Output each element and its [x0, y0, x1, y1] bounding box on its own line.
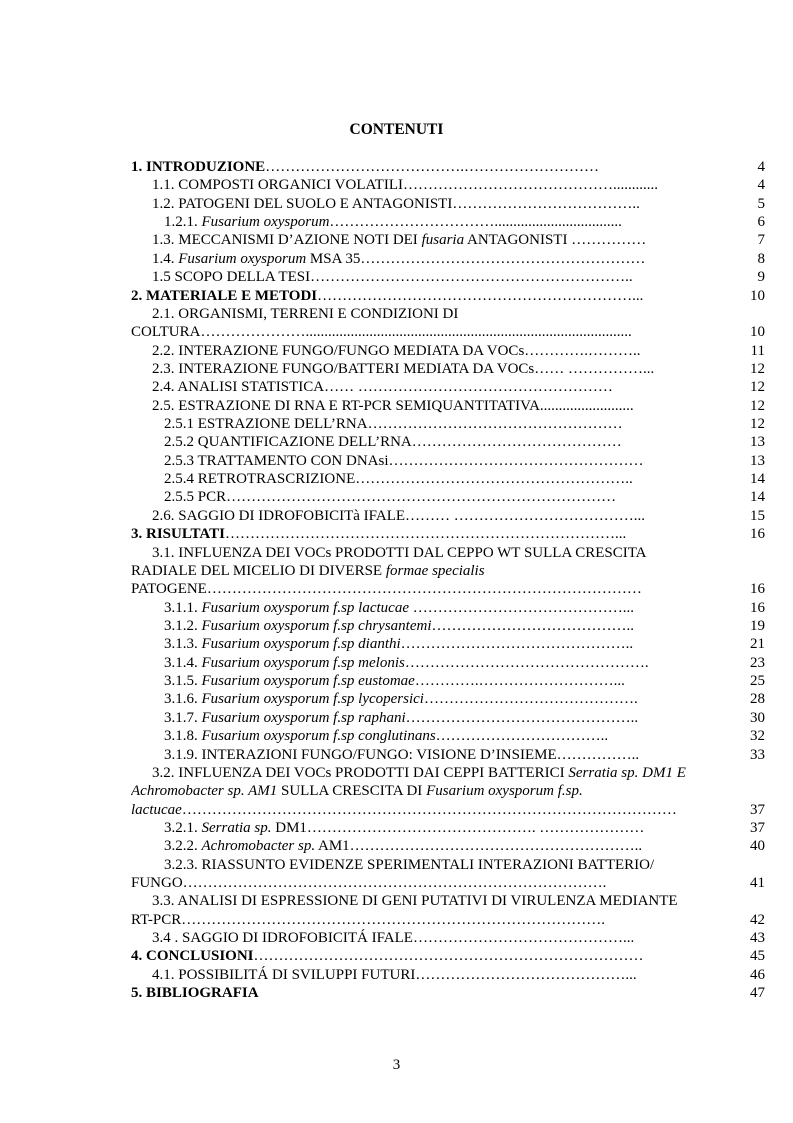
toc-entry-title	[164, 727, 764, 745]
text-run: AM1…………………………………………………..	[315, 838, 643, 855]
text-run: 2. MATERIALE E METODI	[131, 287, 318, 304]
toc-entry-page: 37	[750, 819, 765, 836]
toc-entry-title	[131, 874, 731, 892]
toc-entry	[131, 819, 765, 837]
text-run: 3.1.6.	[164, 691, 202, 708]
toc-entry-page: 16	[750, 581, 765, 598]
toc-entry-title	[152, 231, 752, 249]
toc-entry	[131, 433, 765, 451]
toc-entry-page: 45	[750, 948, 765, 965]
text-run: 3.3. ANALISI DI ESPRESSIONE DI GENI PUTATIVI DI VIRULENZA MEDIANTE	[152, 893, 678, 910]
text-run: 3.2.3. RIASSUNTO EVIDENZE SPERIMENTALI INTERAZIONI BATTERIO/	[164, 856, 655, 873]
text-run: ………………………………………..	[405, 709, 639, 726]
text-run: 3.1.5.	[164, 673, 202, 690]
text-run: 1. INTRODUZIONE	[131, 159, 266, 175]
italic-run: Fusarium oxysporum f.sp melonis	[201, 654, 405, 671]
toc-entry	[131, 837, 765, 855]
toc-entry-title	[164, 819, 764, 837]
text-run: 5. BIBLIOGRAFIA	[131, 985, 259, 1002]
italic-run: Serratia sp. DM1 E	[568, 764, 686, 781]
text-run: ………………………………………………………………………………………	[181, 801, 677, 818]
text-run: ………………………………….………………………	[265, 159, 599, 175]
text-run: 1.1. COMPOSTI ORGANICI VOLATILI……………………………………............	[152, 177, 658, 194]
text-run: 3.4 . SAGGIO DI IDROFOBICITÁ IFALE……………………………………...	[152, 930, 635, 947]
text-run: MSA 35…………………………………………………	[306, 250, 646, 267]
toc-entry-page: 25	[750, 673, 765, 690]
toc-entry	[131, 323, 765, 341]
text-run: ………………………………………….	[404, 654, 649, 671]
italic-run: Achromobacter sp. AM1	[131, 783, 278, 800]
toc-entry-page: 14	[750, 471, 765, 488]
toc-entry-title	[164, 837, 764, 855]
toc-entry	[131, 287, 765, 305]
toc-entry-title	[152, 378, 752, 396]
text-run: …………………………………….	[423, 691, 638, 708]
page-title: CONTENUTI	[349, 121, 444, 138]
text-run: 4. CONCLUSIONI	[131, 948, 254, 965]
italic-run: Fusarium oxysporum f.sp raphani	[201, 709, 406, 726]
toc-entry-page: 14	[750, 489, 765, 506]
text-run: 2.5. ESTRAZIONE DI RNA E RT-PCR SEMIQUANTITATIVA.........................	[152, 397, 634, 414]
toc-entry-title	[131, 525, 731, 543]
toc-entry	[131, 727, 765, 745]
toc-entry	[131, 892, 765, 910]
toc-entry	[131, 488, 765, 506]
toc-entry-page: 13	[750, 452, 765, 469]
toc-entry-title	[164, 746, 764, 764]
toc-entry	[131, 966, 765, 984]
toc-entry	[131, 360, 765, 378]
text-run: 2.5.2 QUANTIFICAZIONE DELL’RNA……………………………………	[164, 434, 622, 451]
text-run: PATOGENE……………………………………………………………………………	[131, 581, 642, 598]
toc-entry	[131, 929, 765, 947]
toc-entry	[131, 470, 765, 488]
toc-entry-title	[152, 195, 752, 213]
toc-entry	[131, 378, 765, 396]
text-run: 3.2.2.	[164, 838, 202, 855]
toc-entry-page: 4	[757, 177, 765, 194]
text-run: ……………………………………………………………………...	[224, 526, 627, 543]
toc-entry	[131, 213, 765, 231]
toc-entry-page: 16	[750, 599, 765, 616]
toc-entry	[131, 635, 765, 653]
toc-entry-title	[131, 911, 731, 929]
text-run: 2.5.4 RETROTRASCRIZIONE………………………………………………..	[164, 471, 633, 488]
text-run: 3.1.8.	[164, 728, 202, 745]
toc-entry-title	[152, 966, 752, 984]
text-run: 3.1.3.	[164, 636, 202, 653]
toc-entry-page: 6	[757, 214, 765, 231]
toc-entry-title	[131, 562, 731, 580]
toc-entry-title	[131, 984, 731, 1002]
toc-entry	[131, 801, 765, 819]
toc-entry	[131, 911, 765, 929]
toc-entry-page: 23	[750, 654, 765, 671]
toc-entry-title	[164, 635, 764, 653]
toc-entry-page: 37	[750, 801, 765, 818]
toc-entry-page: 43	[750, 930, 765, 947]
text-run: 3.2.1.	[164, 819, 202, 836]
italic-run: Fusarium oxysporum f.sp.	[426, 783, 583, 800]
toc-entry-page: 5	[757, 195, 765, 212]
toc-entry-title	[152, 544, 752, 562]
toc-entry	[131, 305, 765, 323]
text-run: 4.1. POSSIBILITÁ DI SVILUPPI FUTURI……………………………………...	[152, 966, 637, 983]
toc-entry-title	[164, 470, 764, 488]
text-run: 1.5 SCOPO DELLA TESI………………………………………………………..	[152, 269, 633, 286]
toc-entry-title	[152, 360, 752, 378]
text-run: 2.2. INTERAZIONE FUNGO/FUNGO MEDIATA DA VOCs………….………..	[152, 342, 641, 359]
text-run: SULLA CRESCITA DI	[277, 783, 427, 800]
toc-entry-page: 8	[757, 250, 765, 267]
toc-entry	[131, 746, 765, 764]
toc-entry-title	[164, 654, 764, 672]
toc-entry-page: 33	[750, 746, 765, 763]
text-run: ………………………………………..	[400, 636, 634, 653]
toc-entry-title	[131, 287, 731, 305]
italic-run: Fusarium oxysporum f.sp lycopersici	[201, 691, 424, 708]
text-run: 3.1.4.	[164, 654, 202, 671]
text-run: FUNGO………………………………………………………………………….	[131, 875, 607, 892]
toc-entry-title	[152, 892, 752, 910]
toc-entry-page: 40	[750, 838, 765, 855]
toc-entry	[131, 617, 765, 635]
text-run: 2.1. ORGANISMI, TERRENI E CONDIZIONI DI	[152, 305, 459, 322]
toc-entry	[131, 525, 765, 543]
text-run: 1.2. PATOGENI DEL SUOLO E ANTAGONISTI………………………………..	[152, 195, 640, 212]
toc-entry-title	[164, 433, 764, 451]
text-run: 2.4. ANALISI STATISTICA…… ……………………………………………	[152, 379, 613, 396]
italic-run: fusaria	[421, 232, 465, 249]
toc-entry-page: 47	[750, 985, 765, 1002]
text-run: DM1………………………………………. …………………	[271, 819, 645, 836]
page-number: 3	[392, 1057, 401, 1073]
toc-entry-title	[152, 507, 752, 525]
italic-run: Serratia sp.	[201, 819, 272, 836]
toc-entry	[131, 654, 765, 672]
toc-entry-page: 30	[750, 709, 765, 726]
toc-entry-title	[131, 947, 731, 965]
toc-entry	[131, 672, 765, 690]
toc-entry-title	[152, 305, 752, 323]
text-run: 3.1.7.	[164, 709, 202, 726]
text-run: ANTAGONISTI ……………	[464, 232, 647, 249]
toc-entry-page: 12	[750, 379, 765, 396]
italic-run: Fusarium oxysporum f.sp dianthi	[201, 636, 401, 653]
toc-entry	[131, 250, 765, 268]
text-run: ………….………………………...	[414, 673, 625, 690]
italic-run: Fusarium oxysporum f.sp eustomae	[201, 673, 415, 690]
toc-entry-page: 12	[750, 397, 765, 414]
toc-entry-title	[164, 709, 764, 727]
text-run: 1.3. MECCANISMI D’AZIONE NOTI DEI	[152, 232, 422, 249]
toc-entry-title	[164, 599, 764, 617]
toc-entry-page: 41	[750, 875, 765, 892]
text-run: 3.1.1.	[164, 599, 202, 616]
text-run: 3. RISULTATI	[131, 526, 225, 543]
toc-entry-page: 16	[750, 526, 765, 543]
toc-entry	[131, 452, 765, 470]
text-run: 2.3. INTERAZIONE FUNGO/BATTERI MEDIATA DA VOCs…… ……………...	[152, 360, 655, 377]
toc-entry	[131, 415, 765, 433]
text-run: 3.1.9. INTERAZIONI FUNGO/FUNGO: VISIONE D’INSIEME……………..	[164, 746, 640, 763]
toc-entry-page: 46	[750, 966, 765, 983]
toc-entry	[131, 397, 765, 415]
text-run: ………………………………………………………...	[317, 287, 644, 304]
toc-entry-page: 9	[757, 269, 765, 286]
text-run: 3.1. INFLUENZA DEI VOCs PRODOTTI DAL CEPPO WT SULLA CRESCITA	[152, 544, 647, 561]
toc-entry-title	[131, 158, 731, 176]
toc-entry	[131, 709, 765, 727]
toc-entry	[131, 507, 765, 525]
italic-run: Achromobacter sp.	[201, 838, 316, 855]
italic-run: formae specialis	[385, 562, 485, 579]
toc-entry	[131, 268, 765, 286]
italic-run: Fusarium oxysporum f.sp chrysantemi	[201, 617, 432, 634]
toc-entry-page: 4	[757, 159, 765, 175]
toc-entry	[131, 947, 765, 965]
italic-run: lactucae	[131, 801, 182, 818]
italic-run: Fusarium oxysporum	[178, 250, 307, 267]
toc-entry-page: 7	[757, 232, 765, 249]
toc-entry-title	[131, 801, 731, 819]
text-run: 3.2. INFLUENZA DEI VOCs PRODOTTI DAI CEPPI BATTERICI	[152, 764, 569, 781]
toc-entry-title	[164, 690, 764, 708]
table-of-contents	[131, 158, 765, 1003]
toc-entry	[131, 874, 765, 892]
text-run: ……………………………………………………………………	[253, 948, 644, 965]
toc-entry-title	[131, 782, 731, 800]
toc-entry	[131, 580, 765, 598]
toc-entry-page: 13	[750, 434, 765, 451]
text-run: 2.5.3 TRATTAMENTO CON DNAsi……………………………………………	[164, 452, 644, 469]
toc-entry-page: 12	[750, 416, 765, 433]
toc-entry	[131, 176, 765, 194]
text-run: 2.6. SAGGIO DI IDROFOBICITà IFALE……… ………………………………...	[152, 507, 646, 524]
italic-run: Fusarium oxysporum f.sp conglutinans	[201, 728, 436, 745]
toc-entry-title	[164, 213, 764, 231]
toc-entry	[131, 158, 765, 176]
toc-entry	[131, 342, 765, 360]
toc-entry	[131, 856, 765, 874]
text-run: 1.4.	[152, 250, 179, 267]
toc-entry-title	[152, 764, 752, 782]
toc-entry-page: 32	[750, 728, 765, 745]
toc-entry-title	[164, 415, 764, 433]
toc-entry-title	[152, 268, 752, 286]
toc-entry-title	[152, 342, 752, 360]
toc-entry-page: 15	[750, 507, 765, 524]
text-run: RADIALE DEL MICELIO DI DIVERSE	[131, 562, 386, 579]
text-run: COLTURA………………….......................................................................................	[131, 324, 632, 341]
toc-entry	[131, 599, 765, 617]
toc-entry-title	[131, 580, 731, 598]
toc-entry	[131, 984, 765, 1002]
toc-entry-title	[152, 176, 752, 194]
toc-entry	[131, 544, 765, 562]
text-run: ……………………………..	[435, 728, 609, 745]
toc-entry-page: 10	[750, 324, 765, 341]
text-run: 2.5.1 ESTRAZIONE DELL’RNA……………………………………………	[164, 416, 623, 433]
toc-entry	[131, 782, 765, 800]
text-run: RT-PCR………………………………………………………………………….	[131, 911, 605, 928]
toc-entry-page: 11	[750, 342, 765, 359]
toc-entry-title	[164, 672, 764, 690]
toc-entry	[131, 562, 765, 580]
toc-entry-title	[164, 452, 764, 470]
toc-entry-page: 12	[750, 360, 765, 377]
toc-entry-title	[152, 929, 752, 947]
toc-entry	[131, 690, 765, 708]
text-run: ……………………………………...	[408, 599, 634, 616]
toc-entry-title	[131, 323, 731, 341]
toc-entry-title	[164, 488, 764, 506]
toc-entry-page: 10	[750, 287, 765, 304]
italic-run: Fusarium oxysporum	[201, 214, 330, 231]
toc-entry	[131, 195, 765, 213]
toc-entry-title	[164, 617, 764, 635]
italic-run: Fusarium oxysporum f.sp lactucae	[201, 599, 409, 616]
toc-entry-page: 42	[750, 911, 765, 928]
text-run: 1.2.1.	[164, 214, 202, 231]
toc-entry-title	[152, 397, 752, 415]
toc-entry-page: 19	[750, 617, 765, 634]
toc-entry	[131, 764, 765, 782]
toc-entry-page: 28	[750, 691, 765, 708]
toc-entry	[131, 231, 765, 249]
toc-entry-title	[164, 856, 764, 874]
text-run: 3.1.2.	[164, 617, 202, 634]
toc-entry-title	[152, 250, 752, 268]
toc-entry-page: 21	[750, 636, 765, 653]
text-run: …………………………………..	[431, 617, 634, 634]
text-run: 2.5.5 PCR……………………………………………………………………	[164, 489, 617, 506]
text-run: ……………………………..................................	[329, 214, 622, 231]
